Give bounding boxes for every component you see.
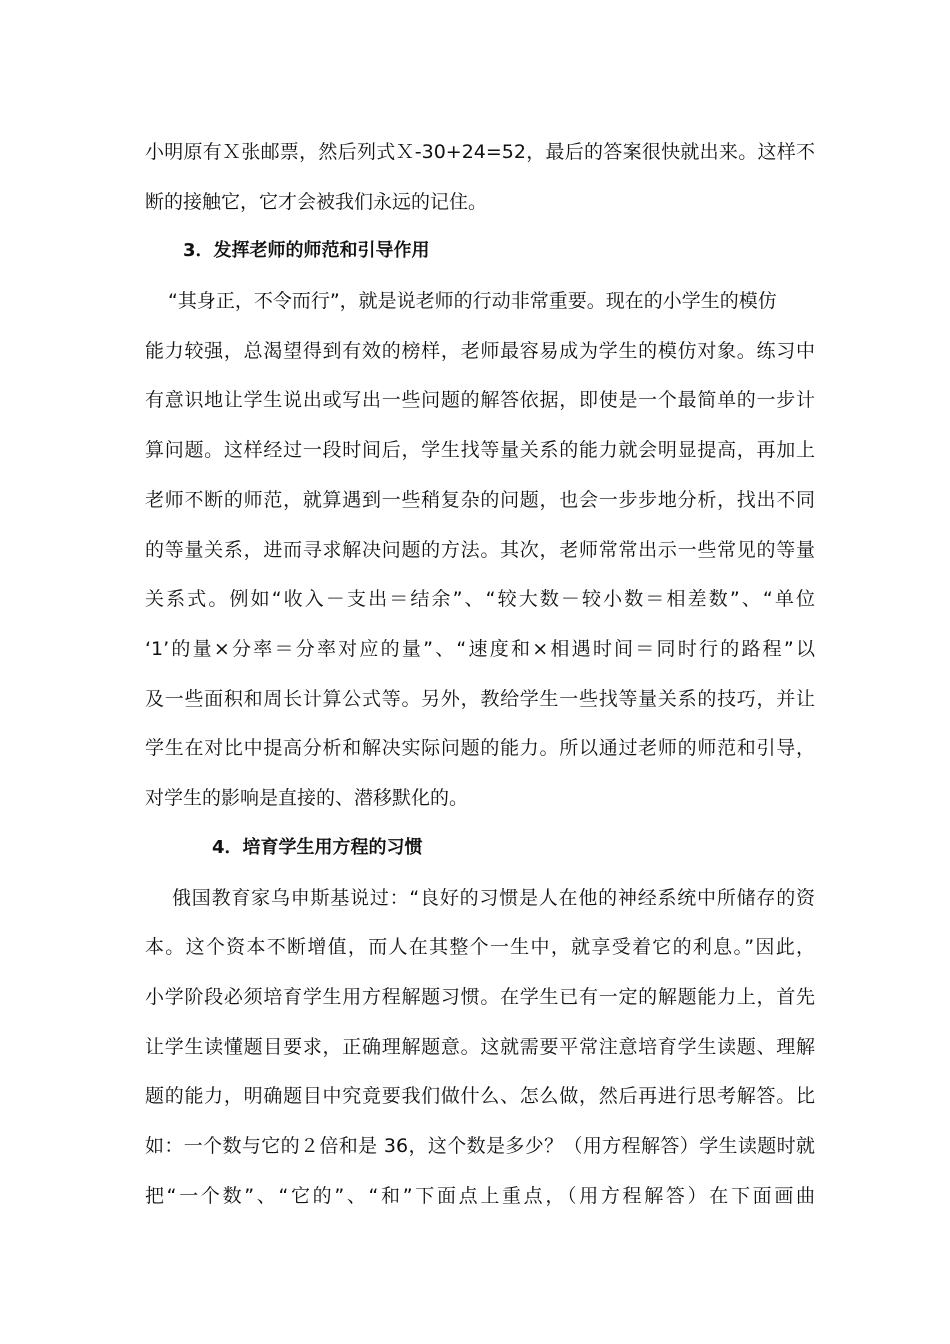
paragraph-line: 及一些面积和周长计算公式等。另外，教给学生一些找等量关系的技巧，并让 (145, 688, 815, 710)
paragraph-line: 对学生的影响是直接的、潜移默化的。 (145, 787, 469, 809)
paragraph-line: 俄国教育家乌申斯基说过：“良好的习惯是人在他的神经系统中所储存的资 (172, 887, 815, 909)
section-heading-3: 3．发挥老师的师范和引导作用 (183, 240, 430, 261)
paragraph-line: 让学生读懂题目要求，正确理解题意。这就需要平常注意培育学生读题、理解 (145, 1036, 815, 1058)
paragraph-line: ‘1’的量×分率＝分率对应的量”、“速度和×相遇时间＝同时行的路程”以 (145, 638, 815, 660)
paragraph-line: 学生在对比中提高分析和解决实际问题的能力。所以通过老师的师范和引导， (145, 737, 815, 759)
paragraph-line: 把“一个数”、“它的”、“和”下面点上重点，（用方程解答）在下面画曲 (145, 1185, 815, 1207)
paragraph-line: 题的能力，明确题目中究竟要我们做什么、怎么做，然后再进行思考解答。比 (145, 1085, 815, 1107)
paragraph-line: 本。这个资本不断增值，而人在其整个一生中，就享受着它的利息。”因此， (145, 936, 815, 958)
paragraph-line: 如：一个数与它的２倍和是 36，这个数是多少？（用方程解答）学生读题时就 (145, 1135, 815, 1157)
paragraph-line: 关系式。例如“收入－支出＝结余”、“较大数－较小数＝相差数”、“单位 (145, 588, 815, 610)
paragraph-line: 算问题。这样经过一段时间后，学生找等量关系的能力就会明显提高，再加上 (145, 439, 815, 461)
paragraph-line: 老师不断的师范，就算遇到一些稍复杂的问题，也会一步步地分析，找出不同 (145, 489, 815, 511)
paragraph-line: “其身正，不令而行”，就是说老师的行动非常重要。现在的小学生的模仿 (168, 290, 777, 312)
paragraph-line: 小明原有Ｘ张邮票，然后列式Ｘ-30+24=52，最后的答案很快就出来。这样不 (145, 141, 815, 163)
paragraph-line: 断的接触它，它才会被我们永远的记住。 (145, 191, 488, 213)
paragraph-line: 小学阶段必须培育学生用方程解题习惯。在学生已有一定的解题能力上，首先 (145, 986, 815, 1008)
paragraph-line: 有意识地让学生说出或写出一些问题的解答依据，即使是一个最简单的一步计 (145, 389, 815, 411)
paragraph-line: 能力较强，总渴望得到有效的榜样，老师最容易成为学生的模仿对象。练习中 (145, 340, 815, 362)
paragraph-line: 的等量关系，进而寻求解决问题的方法。其次，老师常常出示一些常见的等量 (145, 539, 815, 561)
section-heading-4: 4．培育学生用方程的习惯 (212, 837, 423, 858)
